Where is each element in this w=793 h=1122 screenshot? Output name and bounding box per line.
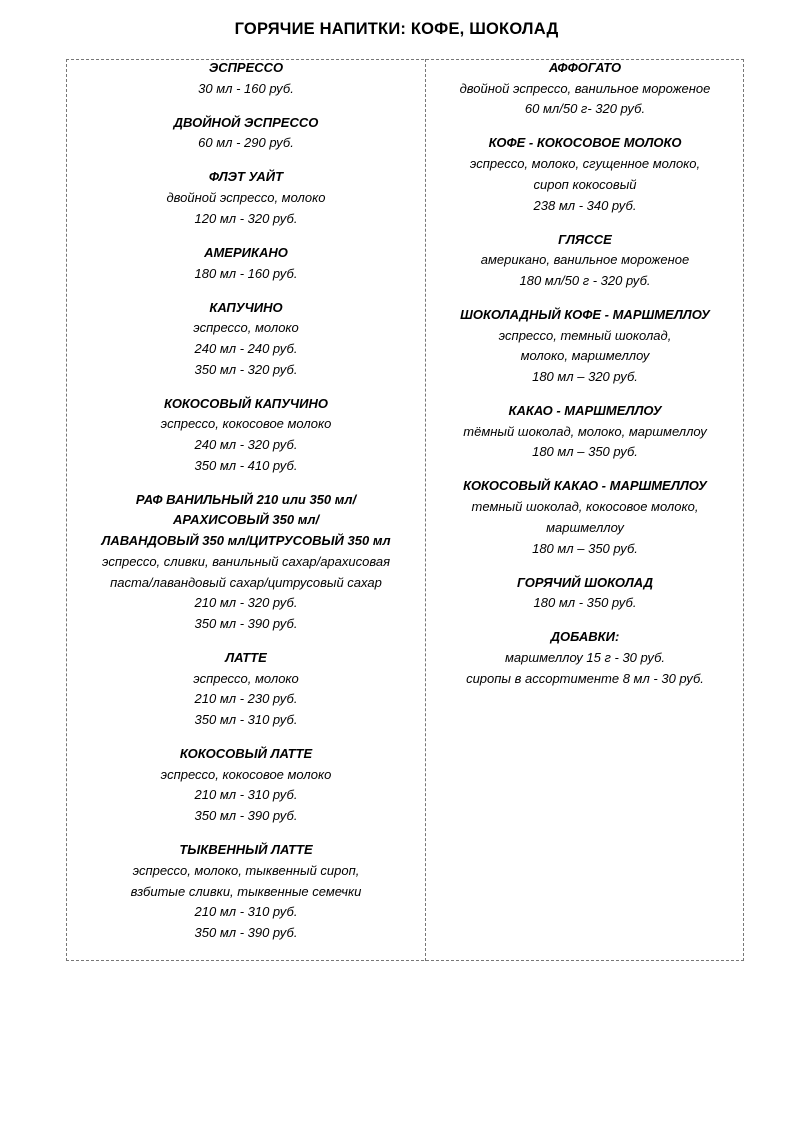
menu-item-detail: 180 мл – 350 руб. — [532, 444, 638, 460]
menu-item-detail: 350 мл - 310 руб. — [194, 712, 298, 728]
menu-item-detail: двойной эспрессо, молоко — [166, 190, 326, 206]
menu-item-name: РАФ ВАНИЛЬНЫЙ 210 или 350 мл/ — [135, 491, 357, 507]
menu-item — [67, 840, 425, 944]
menu-item-detail: 350 мл - 320 руб. — [194, 361, 298, 377]
menu-item-detail: 238 мл - 340 руб. — [533, 197, 637, 213]
menu-item-name: КАКАО - МАРШМЕЛЛОУ — [508, 403, 662, 419]
menu-item-detail: 350 мл - 390 руб. — [194, 615, 298, 631]
menu-item — [67, 298, 425, 381]
menu-item-detail: взбитые сливки, тыквенные семечки — [130, 883, 362, 899]
menu-item-name: ФЛЭТ УАЙТ — [208, 169, 284, 185]
menu-item-detail: 210 мл - 230 руб. — [194, 691, 298, 707]
menu-item-detail: 60 мл/50 г- 320 руб. — [524, 101, 646, 117]
menu-item-name: ГОРЯЧИЙ ШОКОЛАД — [516, 574, 654, 590]
menu-item-detail: паста/лавандовый сахар/цитрусовый сахар — [110, 574, 382, 590]
menu-item-name: ДОБАВКИ: — [550, 629, 620, 645]
menu-item-name: КОКОСОВЫЙ КАКАО - МАРШМЕЛЛОУ — [463, 478, 707, 494]
menu-item — [67, 113, 425, 154]
menu-item — [426, 133, 744, 216]
menu-item-detail: 350 мл - 390 руб. — [194, 808, 298, 824]
left-menu-column — [67, 58, 425, 957]
menu-item-detail: американо, ванильное мороженое — [480, 252, 690, 268]
menu-item-detail: молоко, маршмеллоу — [520, 348, 650, 364]
menu-item — [67, 648, 425, 731]
menu-item-detail: 120 мл - 320 руб. — [194, 210, 298, 226]
menu-item-detail: темный шоколад, кокосовое молоко, — [471, 499, 699, 515]
menu-item-detail: 180 мл/50 г - 320 руб. — [519, 272, 651, 288]
menu-item-detail: эспрессо, молоко, тыквенный сироп, — [132, 862, 360, 878]
menu-item — [426, 58, 744, 120]
menu-item-detail: 60 мл - 290 руб. — [198, 135, 294, 151]
menu-item-detail: эспрессо, кокосовое молоко — [160, 766, 332, 782]
menu-item-detail: 180 мл - 160 руб. — [194, 265, 298, 281]
menu-item — [67, 490, 425, 635]
menu-item-detail: двойной эспрессо, ванильное мороженое — [459, 80, 711, 96]
menu-item-detail: эспрессо, молоко — [193, 670, 299, 686]
menu-item-detail: 350 мл - 410 руб. — [194, 457, 298, 473]
menu-item — [67, 744, 425, 827]
menu-item-detail: эспрессо, молоко, сгущенное молоко, — [469, 156, 701, 172]
menu-item-name: ТЫКВЕННЫЙ ЛАТТЕ — [179, 842, 313, 858]
menu-item-detail: 30 мл - 160 руб. — [198, 80, 294, 96]
menu-item-name: ЛАВАНДОВЫЙ 350 мл/ЦИТРУСОВЫЙ 350 мл — [101, 533, 391, 549]
menu-item-detail: эспрессо, темный шоколад, — [498, 327, 672, 343]
menu-item-detail: 180 мл – 320 руб. — [532, 369, 638, 385]
right-menu-column — [426, 58, 744, 703]
menu-item-name: АФФОГАТО — [548, 60, 622, 75]
page-title: ГОРЯЧИЕ НАПИТКИ: КОФЕ, ШОКОЛАД — [234, 20, 559, 38]
menu-item — [67, 167, 425, 229]
menu-item — [426, 230, 744, 292]
menu-item-detail: 240 мл - 320 руб. — [194, 437, 298, 453]
menu-item-detail: сиропы в ассортименте 8 мл - 30 руб. — [466, 670, 704, 686]
menu-item-detail: 180 мл – 350 руб. — [532, 540, 638, 556]
menu-item-detail: 210 мл - 310 руб. — [194, 787, 298, 803]
menu-item — [426, 573, 744, 614]
menu-item-name: АРАХИСОВЫЙ 350 мл/ — [172, 512, 320, 528]
menu-item-detail: эспрессо, кокосовое молоко — [160, 416, 332, 432]
menu-item — [67, 58, 425, 99]
menu-item-name: ШОКОЛАДНЫЙ КОФЕ - МАРШМЕЛЛОУ — [460, 306, 710, 322]
menu-item — [67, 243, 425, 284]
menu-item-name: ДВОЙНОЙ ЭСПРЕССО — [173, 114, 319, 130]
menu-item-name: ГЛЯССЕ — [558, 231, 612, 247]
menu-item — [426, 627, 744, 689]
menu-item — [67, 394, 425, 477]
menu-item — [426, 401, 744, 463]
menu-item-detail: 350 мл - 390 руб. — [194, 924, 298, 940]
menu-item-detail: эспрессо, сливки, ванильный сахар/арахисовая — [101, 553, 391, 569]
menu-item-detail: 210 мл - 320 руб. — [194, 595, 298, 611]
menu-item-detail: 180 мл - 350 руб. — [533, 595, 637, 611]
menu-item-name: КАПУЧИНО — [209, 299, 283, 315]
menu-item-name: ЛАТТЕ — [225, 649, 267, 665]
menu-item-detail: маршмеллоу 15 г - 30 руб. — [504, 649, 666, 665]
menu-item-detail: эспрессо, молоко — [193, 320, 299, 336]
menu-item-name: КОКОСОВЫЙ ЛАТТЕ — [179, 746, 313, 762]
menu-item-name: КОФЕ - КОКОСОВОЕ МОЛОКО — [488, 135, 682, 151]
menu-item-detail: 240 мл - 240 руб. — [194, 340, 298, 356]
menu-item-name: АМЕРИКАНО — [204, 244, 288, 260]
menu-item-name: ЭСПРЕССО — [208, 60, 284, 75]
menu-item — [426, 476, 744, 559]
menu-item-name: КОКОСОВЫЙ КАПУЧИНО — [164, 395, 328, 411]
menu-item-detail: сироп кокосовый — [533, 176, 637, 192]
menu-item-detail: тёмный шоколад, молоко, маршмеллоу — [463, 423, 707, 439]
menu-item — [426, 305, 744, 388]
menu-item-detail: 210 мл - 310 руб. — [194, 904, 298, 920]
menu-item-detail: маршмеллоу — [546, 519, 624, 535]
